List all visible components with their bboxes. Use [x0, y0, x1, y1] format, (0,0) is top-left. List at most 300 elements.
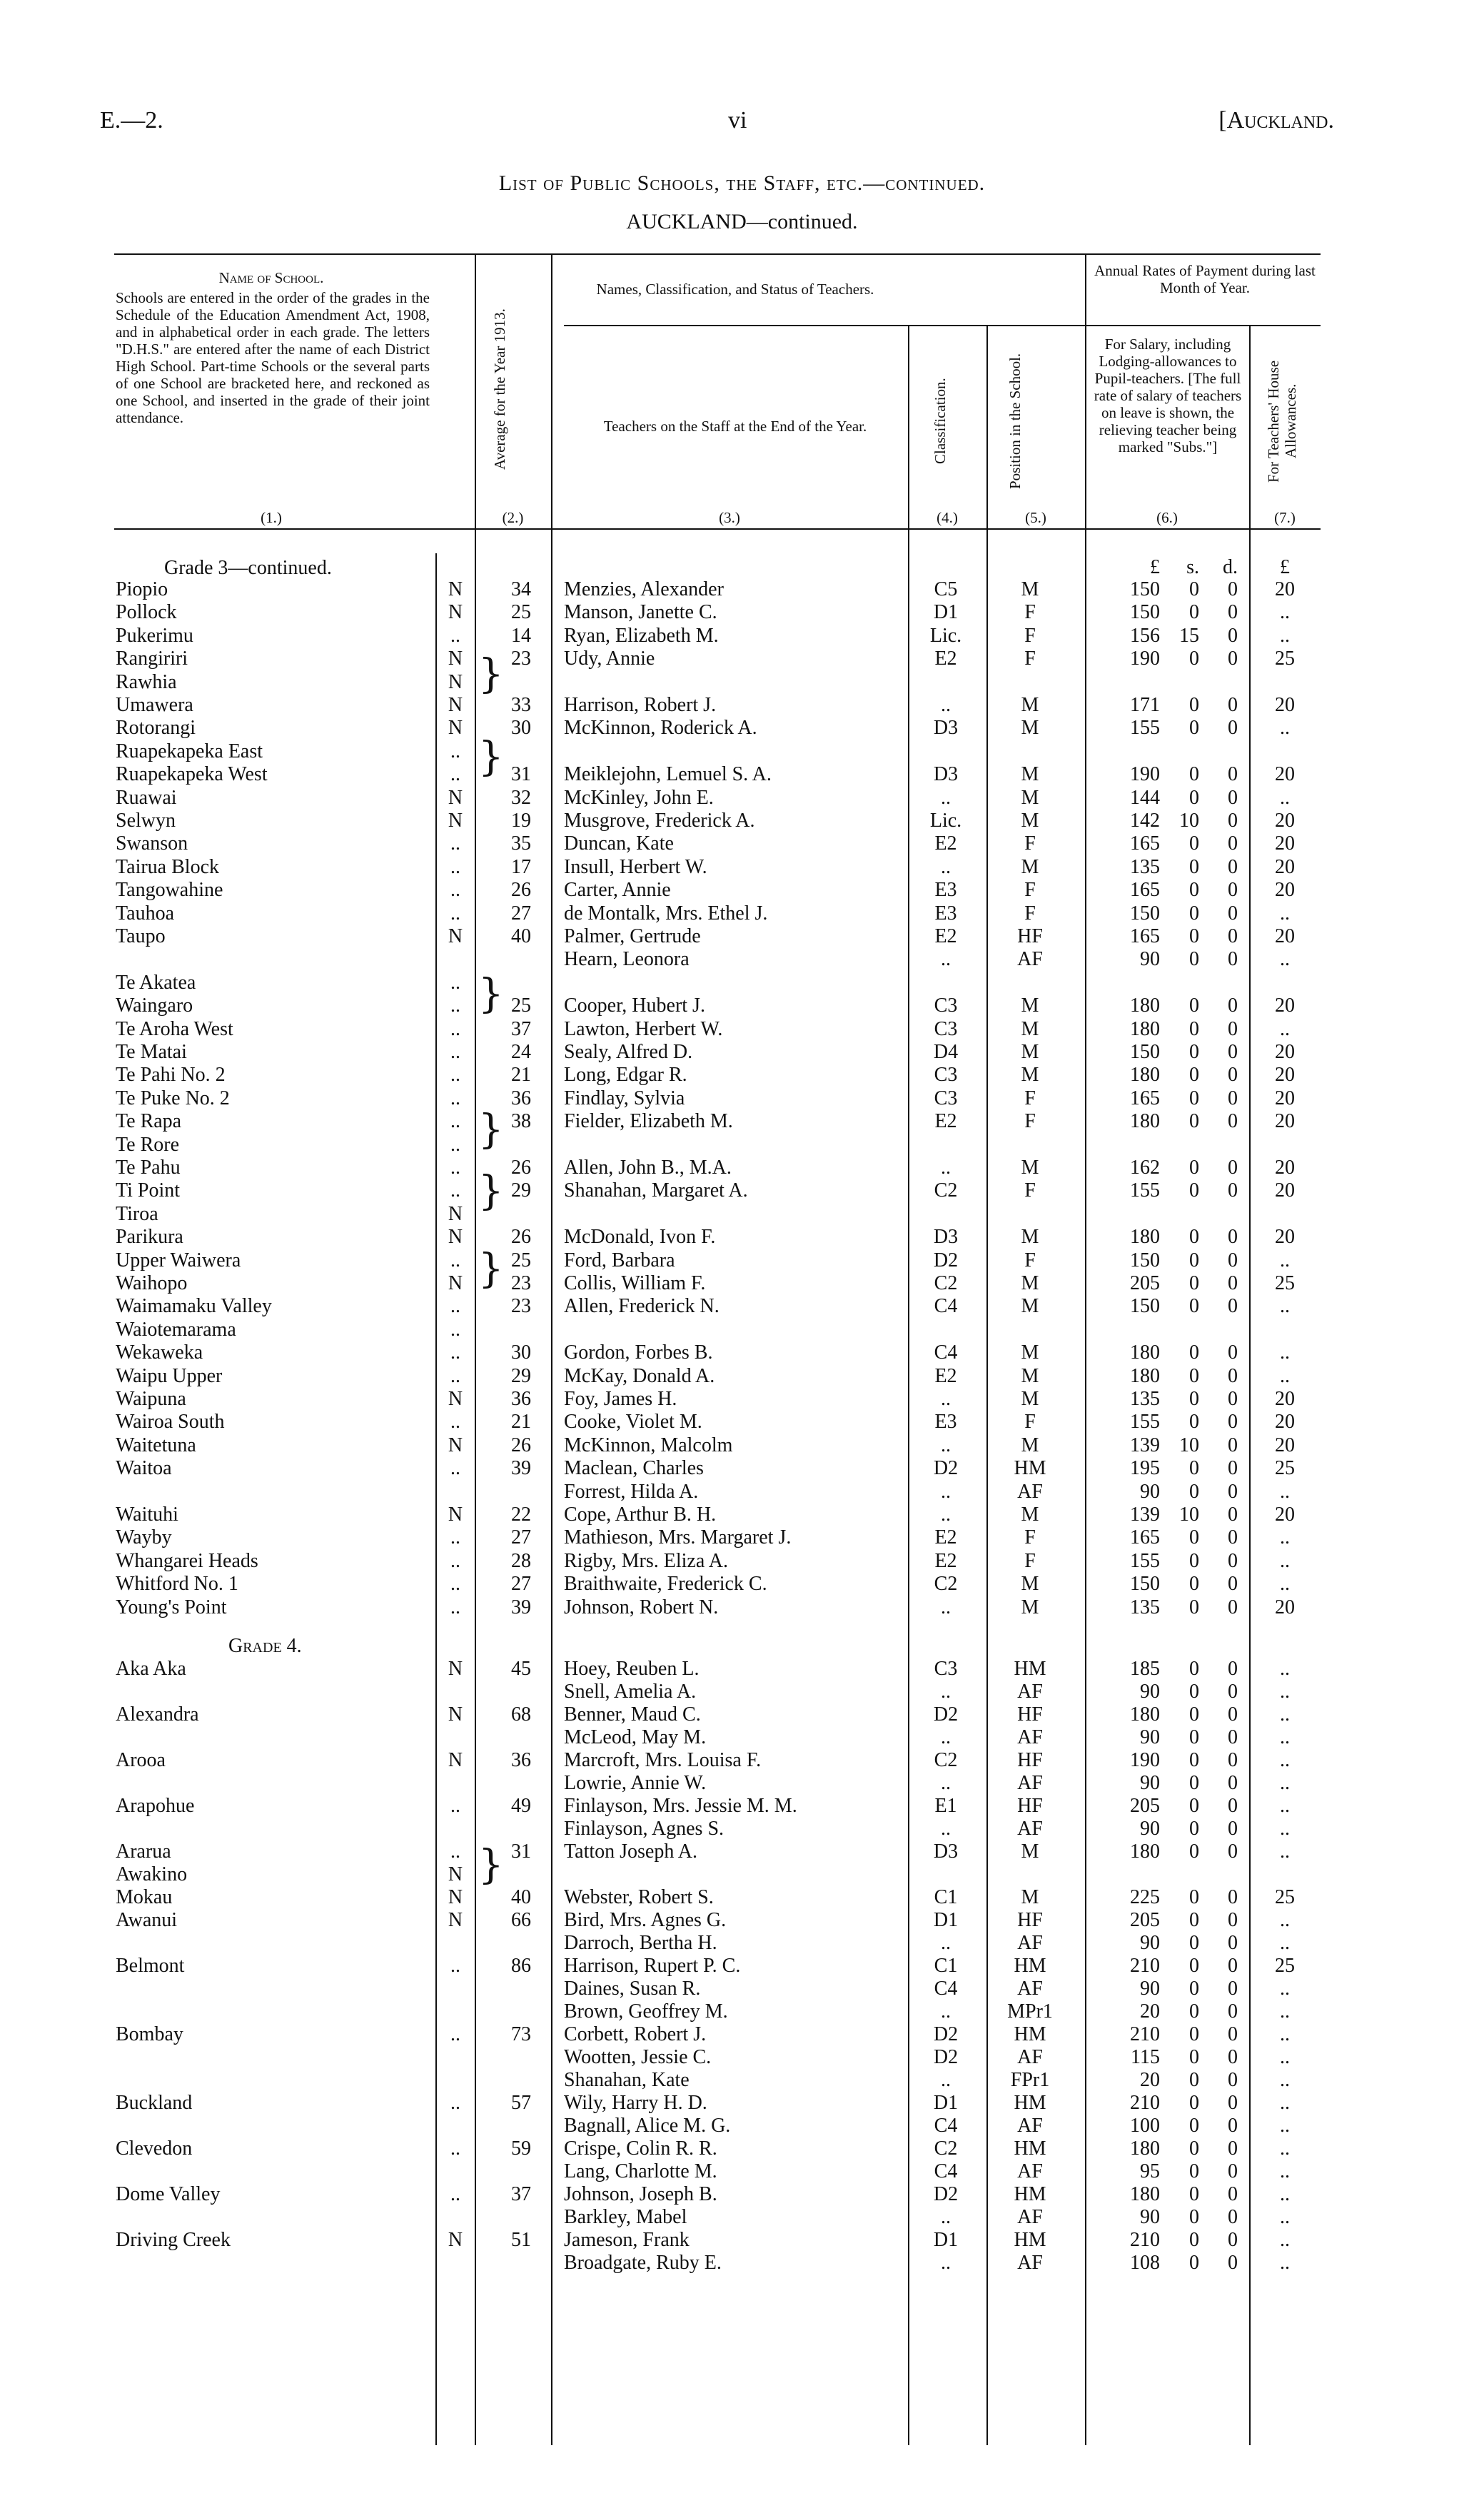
- classification: Lic.: [929, 624, 962, 647]
- position: M: [1021, 578, 1039, 600]
- school-name: Tangowahine: [116, 879, 223, 902]
- position: AF: [1017, 2160, 1043, 2182]
- salary-shillings: 0: [1189, 1411, 1199, 1434]
- salary-pounds: 190: [1130, 648, 1160, 670]
- table-row: [114, 1910, 1321, 1931]
- classification: D1: [933, 601, 959, 624]
- salary-shillings: 0: [1189, 994, 1199, 1017]
- average-attendance: 36: [511, 1749, 531, 1771]
- house-allowance: ..: [1280, 1295, 1290, 1318]
- classification: D1: [933, 2092, 959, 2114]
- salary-pounds: 180: [1130, 994, 1160, 1017]
- salary-shillings: 0: [1189, 948, 1199, 971]
- salary-pounds: 180: [1130, 1341, 1160, 1364]
- school-name: Te Matai: [116, 1041, 187, 1063]
- average-attendance: 51: [511, 2229, 531, 2251]
- average-attendance: 26: [511, 1226, 531, 1249]
- salary-shillings: 0: [1189, 786, 1199, 809]
- shillings-symbol: s.: [1186, 556, 1199, 578]
- table-row: [114, 2047, 1321, 2068]
- teacher-name: Fielder, Elizabeth M.: [564, 1110, 733, 1133]
- position: F: [1024, 1526, 1036, 1549]
- salary-pounds: 205: [1130, 1909, 1160, 1931]
- classification: ..: [941, 1596, 951, 1618]
- native-flag: ..: [450, 1295, 460, 1318]
- position: M: [1021, 1840, 1039, 1863]
- school-name: Rotorangi: [116, 717, 196, 740]
- page-header-right: [Auckland.: [1218, 107, 1334, 134]
- salary-pounds: 90: [1140, 1978, 1160, 2000]
- salary-pence: 0: [1228, 1041, 1238, 1063]
- salary-pence: 0: [1228, 1726, 1238, 1748]
- house-allowance: ..: [1280, 1840, 1290, 1863]
- native-flag: ..: [450, 1017, 460, 1040]
- house-allowance: ..: [1280, 1341, 1290, 1364]
- page-number: vi: [728, 107, 747, 134]
- house-allowance: 20: [1275, 1388, 1295, 1410]
- teacher-name: Long, Edgar R.: [564, 1064, 687, 1087]
- native-flag: ..: [450, 1249, 460, 1271]
- teacher-name: Lang, Charlotte M.: [564, 2160, 717, 2182]
- salary-shillings: 0: [1189, 578, 1199, 600]
- teacher-name: Benner, Maud C.: [564, 1703, 701, 1726]
- salary-shillings: 0: [1189, 2115, 1199, 2137]
- teacher-name: Palmer, Gertrude: [564, 925, 701, 947]
- table-row: [114, 695, 1321, 716]
- classification: D3: [933, 763, 959, 786]
- classification: C2: [934, 1179, 958, 1202]
- teacher-name: Braithwaite, Frederick C.: [564, 1573, 767, 1596]
- house-allowance: 20: [1275, 855, 1295, 878]
- school-name: Ararua: [116, 1840, 171, 1863]
- teacher-name: Findlay, Sylvia: [564, 1087, 685, 1109]
- table-row: [114, 1273, 1321, 1294]
- col-name-note: Schools are entered in the order of the grades in the Schedule of the Education Amendment Act, 1908, and in alphabetical order in each grade. The letters "D.H.S." are entered after the name of each District High School. Part-time Schools or the several parts of one School are bracketed here, and reckoned as one School, and inserted in the grade of their joint attendance.: [116, 289, 430, 426]
- salary-shillings: 0: [1189, 2023, 1199, 2045]
- table-row: [114, 1481, 1321, 1503]
- teacher-name: Cope, Arthur B. H.: [564, 1504, 717, 1526]
- teacher-name: Musgrove, Frederick A.: [564, 810, 755, 832]
- average-attendance: 26: [511, 879, 531, 902]
- salary-pounds: 185: [1130, 1658, 1160, 1680]
- salary-pounds: 142: [1130, 810, 1160, 832]
- house-allowance: ..: [1280, 1795, 1290, 1817]
- names-group-heading: Names, Classification, and Status of Teachers.: [596, 281, 874, 298]
- salary-pence: 0: [1228, 810, 1238, 832]
- salary-pence: 0: [1228, 1504, 1238, 1526]
- salary-shillings: 0: [1189, 1818, 1199, 1840]
- col-salary-heading: For Salary, including Lodging-allowances to Pupil-teachers. [The full rate of salary of teachers on leave is shown, the relieving teacher being marked "Subs."]: [1094, 336, 1242, 455]
- position: M: [1021, 1434, 1039, 1456]
- classification: ..: [941, 1434, 951, 1456]
- position: F: [1024, 1179, 1036, 1202]
- position: F: [1024, 1549, 1036, 1572]
- house-allowance: 20: [1275, 1157, 1295, 1179]
- teacher-name: Hearn, Leonora: [564, 948, 690, 971]
- salary-shillings: 0: [1189, 1772, 1199, 1794]
- classification: C2: [934, 1573, 958, 1596]
- average-attendance: 19: [511, 810, 531, 832]
- salary-shillings: 10: [1179, 1504, 1199, 1526]
- school-name: Young's Point: [116, 1596, 227, 1618]
- salary-pence: 0: [1228, 1434, 1238, 1456]
- house-allowance: ..: [1280, 2206, 1290, 2228]
- position: M: [1021, 1364, 1039, 1387]
- table-row: [114, 2093, 1321, 2114]
- salary-pence: 0: [1228, 2092, 1238, 2114]
- classification: ..: [941, 855, 951, 878]
- position: AF: [1017, 1480, 1043, 1503]
- school-name: Awakino: [116, 1863, 188, 1885]
- native-flag: ..: [450, 1457, 460, 1480]
- currency-row: [114, 557, 1321, 578]
- teacher-name: Manson, Janette C.: [564, 601, 717, 624]
- position: F: [1024, 879, 1036, 902]
- position: M: [1021, 1573, 1039, 1596]
- table-row: [114, 1933, 1321, 1954]
- average-attendance: 22: [511, 1504, 531, 1526]
- salary-pounds: 90: [1140, 2206, 1160, 2228]
- house-allowance: ..: [1280, 2183, 1290, 2205]
- table-row: [114, 880, 1321, 901]
- native-flag: ..: [450, 1596, 460, 1618]
- table-row: [114, 741, 1321, 762]
- salary-shillings: 0: [1189, 1749, 1199, 1771]
- brace-rawhia: }: [478, 651, 504, 698]
- position: HM: [1014, 2183, 1046, 2205]
- average-attendance: 14: [511, 624, 531, 647]
- school-name: Clevedon: [116, 2137, 193, 2160]
- salary-shillings: 0: [1189, 1526, 1199, 1549]
- table-row: [114, 949, 1321, 970]
- salary-pence: 0: [1228, 2252, 1238, 2274]
- table-row: [114, 2070, 1321, 2091]
- salary-shillings: 0: [1189, 1295, 1199, 1318]
- average-attendance: 26: [511, 1434, 531, 1456]
- pence-symbol: d.: [1223, 556, 1238, 578]
- salary-shillings: 0: [1189, 1978, 1199, 2000]
- table-row: [114, 810, 1321, 832]
- brace-ruapekapeka: }: [478, 734, 504, 780]
- house-allowance: 25: [1275, 1457, 1295, 1480]
- house-allowance: ..: [1280, 1573, 1290, 1596]
- salary-pounds: 144: [1130, 786, 1160, 809]
- salary-pence: 0: [1228, 1703, 1238, 1726]
- salary-shillings: 0: [1189, 1457, 1199, 1480]
- salary-shillings: 0: [1189, 1909, 1199, 1931]
- salary-pence: 0: [1228, 1341, 1238, 1364]
- table-row: [114, 625, 1321, 647]
- salary-shillings: 0: [1189, 1795, 1199, 1817]
- house-allowance: 20: [1275, 1110, 1295, 1133]
- teacher-name: Harrison, Robert J.: [564, 694, 717, 716]
- salary-shillings: 0: [1189, 1110, 1199, 1133]
- salary-pence: 0: [1228, 1179, 1238, 1202]
- table-row: [114, 1458, 1321, 1479]
- native-flag: ..: [450, 2023, 460, 2045]
- salary-pence: 0: [1228, 1480, 1238, 1503]
- classification: ..: [941, 2252, 951, 2274]
- salary-pence: 0: [1228, 1087, 1238, 1109]
- house-allowance: ..: [1280, 786, 1290, 809]
- salary-shillings: 0: [1189, 2229, 1199, 2251]
- salary-shillings: 0: [1189, 1703, 1199, 1726]
- salary-pounds: 165: [1130, 1087, 1160, 1109]
- average-attendance: 29: [511, 1179, 531, 1202]
- table-row: [114, 1704, 1321, 1726]
- average-attendance: 28: [511, 1549, 531, 1572]
- native-flag: ..: [450, 971, 460, 994]
- average-attendance: 40: [511, 1886, 531, 1908]
- classification: ..: [941, 1818, 951, 1840]
- school-name: Alexandra: [116, 1703, 199, 1726]
- salary-pence: 0: [1228, 2160, 1238, 2182]
- salary-pounds: 150: [1130, 902, 1160, 925]
- average-attendance: 73: [511, 2023, 531, 2045]
- school-name: Pollock: [116, 601, 177, 624]
- school-name: Te Rapa: [116, 1110, 182, 1133]
- salary-pence: 0: [1228, 1840, 1238, 1863]
- col-name-heading: Name of School.: [218, 269, 324, 286]
- native-flag: ..: [450, 1110, 460, 1133]
- salary-pence: 0: [1228, 1932, 1238, 1954]
- salary-shillings: 15: [1179, 624, 1199, 647]
- teacher-name: McKinnon, Malcolm: [564, 1434, 733, 1456]
- salary-pounds: 180: [1130, 1226, 1160, 1249]
- house-allowance: ..: [1280, 902, 1290, 925]
- salary-pence: 0: [1228, 1795, 1238, 1817]
- average-attendance: 36: [511, 1388, 531, 1410]
- classification: ..: [941, 786, 951, 809]
- salary-pounds: 155: [1130, 1411, 1160, 1434]
- salary-pence: 0: [1228, 948, 1238, 971]
- classification: ..: [941, 1726, 951, 1748]
- salary-shillings: 0: [1189, 1064, 1199, 1087]
- teacher-name: Corbett, Robert J.: [564, 2023, 707, 2045]
- position: HM: [1014, 2023, 1046, 2045]
- house-allowance: ..: [1280, 2115, 1290, 2137]
- classification: ..: [941, 1932, 951, 1954]
- teacher-name: Lowrie, Annie W.: [564, 1772, 707, 1794]
- classification: D2: [933, 2023, 959, 2045]
- classification: C3: [934, 1087, 958, 1109]
- house-allowance: 20: [1275, 763, 1295, 786]
- salary-pence: 0: [1228, 2023, 1238, 2045]
- classification: D4: [933, 1041, 959, 1063]
- house-allowance: 20: [1275, 994, 1295, 1017]
- average-attendance: 17: [511, 855, 531, 878]
- table-row: [114, 1227, 1321, 1248]
- salary-pence: 0: [1228, 2000, 1238, 2023]
- native-flag: N: [448, 1749, 463, 1771]
- salary-shillings: 0: [1189, 1249, 1199, 1271]
- school-name: Tairua Block: [116, 855, 219, 878]
- teacher-name: Darroch, Bertha H.: [564, 1932, 717, 1954]
- classification: ..: [941, 2069, 951, 2091]
- salary-pounds: 150: [1130, 601, 1160, 624]
- salary-shillings: 0: [1189, 2092, 1199, 2114]
- salary-pounds: 155: [1130, 1549, 1160, 1572]
- classification: C3: [934, 1017, 958, 1040]
- school-name: Upper Waiwera: [116, 1249, 241, 1271]
- salary-shillings: 0: [1189, 832, 1199, 855]
- average-attendance: 59: [511, 2137, 531, 2160]
- table-row: [114, 1366, 1321, 1387]
- salary-pence: 0: [1228, 578, 1238, 600]
- school-name: Ruapekapeka West: [116, 763, 268, 786]
- native-flag: N: [448, 578, 463, 600]
- native-flag: N: [448, 1272, 463, 1294]
- native-flag: ..: [450, 2092, 460, 2114]
- position: M: [1021, 1341, 1039, 1364]
- table-row: [114, 1411, 1321, 1433]
- position: F: [1024, 1087, 1036, 1109]
- school-name: Taupo: [116, 925, 166, 947]
- salary-pence: 0: [1228, 786, 1238, 809]
- average-attendance: 23: [511, 1272, 531, 1294]
- salary-pence: 0: [1228, 1411, 1238, 1434]
- house-allowance: ..: [1280, 1480, 1290, 1503]
- position: AF: [1017, 1772, 1043, 1794]
- position: F: [1024, 601, 1036, 624]
- native-flag: N: [448, 2229, 463, 2251]
- position: HF: [1017, 1909, 1043, 1931]
- table-row: [114, 1841, 1321, 1863]
- position: AF: [1017, 1932, 1043, 1954]
- salary-pence: 0: [1228, 1886, 1238, 1908]
- teacher-name: Ryan, Elizabeth M.: [564, 624, 719, 647]
- classification: ..: [941, 1772, 951, 1794]
- table-row: [114, 764, 1321, 785]
- salary-pence: 0: [1228, 1681, 1238, 1703]
- schools-table: [114, 253, 1321, 2452]
- native-flag: N: [448, 694, 463, 716]
- salary-shillings: 0: [1189, 855, 1199, 878]
- average-attendance: 29: [511, 1364, 531, 1387]
- native-flag: ..: [450, 624, 460, 647]
- average-attendance: 35: [511, 832, 531, 855]
- house-allowance: 25: [1275, 648, 1295, 670]
- salary-shillings: 0: [1189, 879, 1199, 902]
- position: HM: [1014, 1457, 1046, 1480]
- teacher-name: de Montalk, Mrs. Ethel J.: [564, 902, 768, 925]
- house-allowance: 20: [1275, 1434, 1295, 1456]
- salary-shillings: 0: [1189, 2252, 1199, 2274]
- table-row: [114, 1111, 1321, 1132]
- salary-pounds: 108: [1130, 2252, 1160, 2274]
- position: M: [1021, 1272, 1039, 1294]
- header-bottom-rule: [114, 528, 1321, 530]
- classification: C5: [934, 578, 958, 600]
- names-group-rule: [564, 325, 1085, 326]
- teacher-name: Foy, James H.: [564, 1388, 677, 1410]
- classification: E3: [934, 902, 957, 925]
- classification: ..: [941, 1157, 951, 1179]
- native-flag: N: [448, 1703, 463, 1726]
- native-flag: ..: [450, 1133, 460, 1156]
- position: M: [1021, 1017, 1039, 1040]
- salary-pounds: 165: [1130, 1526, 1160, 1549]
- salary-pence: 0: [1228, 2183, 1238, 2205]
- salary-pounds: 20: [1140, 2069, 1160, 2091]
- native-flag: ..: [450, 1795, 460, 1817]
- average-attendance: 27: [511, 902, 531, 925]
- classification: D2: [933, 1703, 959, 1726]
- table-row: [114, 2115, 1321, 2137]
- salary-pounds: 210: [1130, 2229, 1160, 2251]
- salary-pence: 0: [1228, 1955, 1238, 1977]
- school-name: Te Akatea: [116, 971, 196, 994]
- native-flag: ..: [450, 1157, 460, 1179]
- salary-shillings: 0: [1189, 1932, 1199, 1954]
- position: M: [1021, 1157, 1039, 1179]
- native-flag: N: [448, 1226, 463, 1249]
- salary-pence: 0: [1228, 1749, 1238, 1771]
- table-row: [114, 2184, 1321, 2205]
- table-row: [114, 2024, 1321, 2045]
- table-row: [114, 1727, 1321, 1748]
- house-allowance: ..: [1280, 2229, 1290, 2251]
- classification: C3: [934, 994, 958, 1017]
- salary-pounds: 195: [1130, 1457, 1160, 1480]
- col-position-heading: Position in the School.: [1006, 353, 1024, 490]
- salary-shillings: 0: [1189, 1179, 1199, 1202]
- brace-te-akatea: }: [478, 971, 504, 1017]
- average-attendance: 24: [511, 1041, 531, 1063]
- grade4-label: Grade 4.: [228, 1635, 302, 1657]
- position: M: [1021, 1504, 1039, 1526]
- average-attendance: 34: [511, 578, 531, 600]
- table-row: [114, 926, 1321, 947]
- native-flag: ..: [450, 855, 460, 878]
- school-name: Te Pahu: [116, 1157, 181, 1179]
- salary-shillings: 0: [1189, 925, 1199, 947]
- teacher-name: Crispe, Colin R. R.: [564, 2137, 717, 2160]
- teacher-name: Cooper, Hubert J.: [564, 994, 705, 1017]
- house-allowance: ..: [1280, 1749, 1290, 1771]
- position: MPr1: [1007, 2000, 1053, 2023]
- teacher-name: Hoey, Reuben L.: [564, 1658, 700, 1680]
- native-flag: ..: [450, 1840, 460, 1863]
- position: M: [1021, 1295, 1039, 1318]
- table-row: [114, 1796, 1321, 1817]
- school-name: Umawera: [116, 694, 193, 716]
- teacher-name: Bird, Mrs. Agnes G.: [564, 1909, 727, 1931]
- salary-pounds: 180: [1130, 2137, 1160, 2160]
- teacher-name: McKinley, John E.: [564, 786, 714, 809]
- school-name: Mokau: [116, 1886, 173, 1908]
- position: M: [1021, 1596, 1039, 1618]
- position: M: [1021, 810, 1039, 832]
- salary-shillings: 0: [1189, 1681, 1199, 1703]
- house-allowance: 20: [1275, 1596, 1295, 1618]
- school-name: Rawhia: [116, 670, 177, 693]
- table-row: [114, 787, 1321, 809]
- school-name: Bombay: [116, 2023, 183, 2045]
- teacher-name: Rigby, Mrs. Eliza A.: [564, 1549, 728, 1572]
- average-attendance: 86: [511, 1955, 531, 1977]
- salary-pounds: 150: [1130, 1041, 1160, 1063]
- school-name: Dome Valley: [116, 2183, 221, 2205]
- classification: ..: [941, 1681, 951, 1703]
- classification: C2: [934, 1272, 958, 1294]
- native-flag: ..: [450, 902, 460, 925]
- average-attendance: 37: [511, 1017, 531, 1040]
- salary-pounds: 139: [1130, 1434, 1160, 1456]
- classification: C2: [934, 2137, 958, 2160]
- classification: E3: [934, 1411, 957, 1434]
- teacher-name: McLeod, May M.: [564, 1726, 707, 1748]
